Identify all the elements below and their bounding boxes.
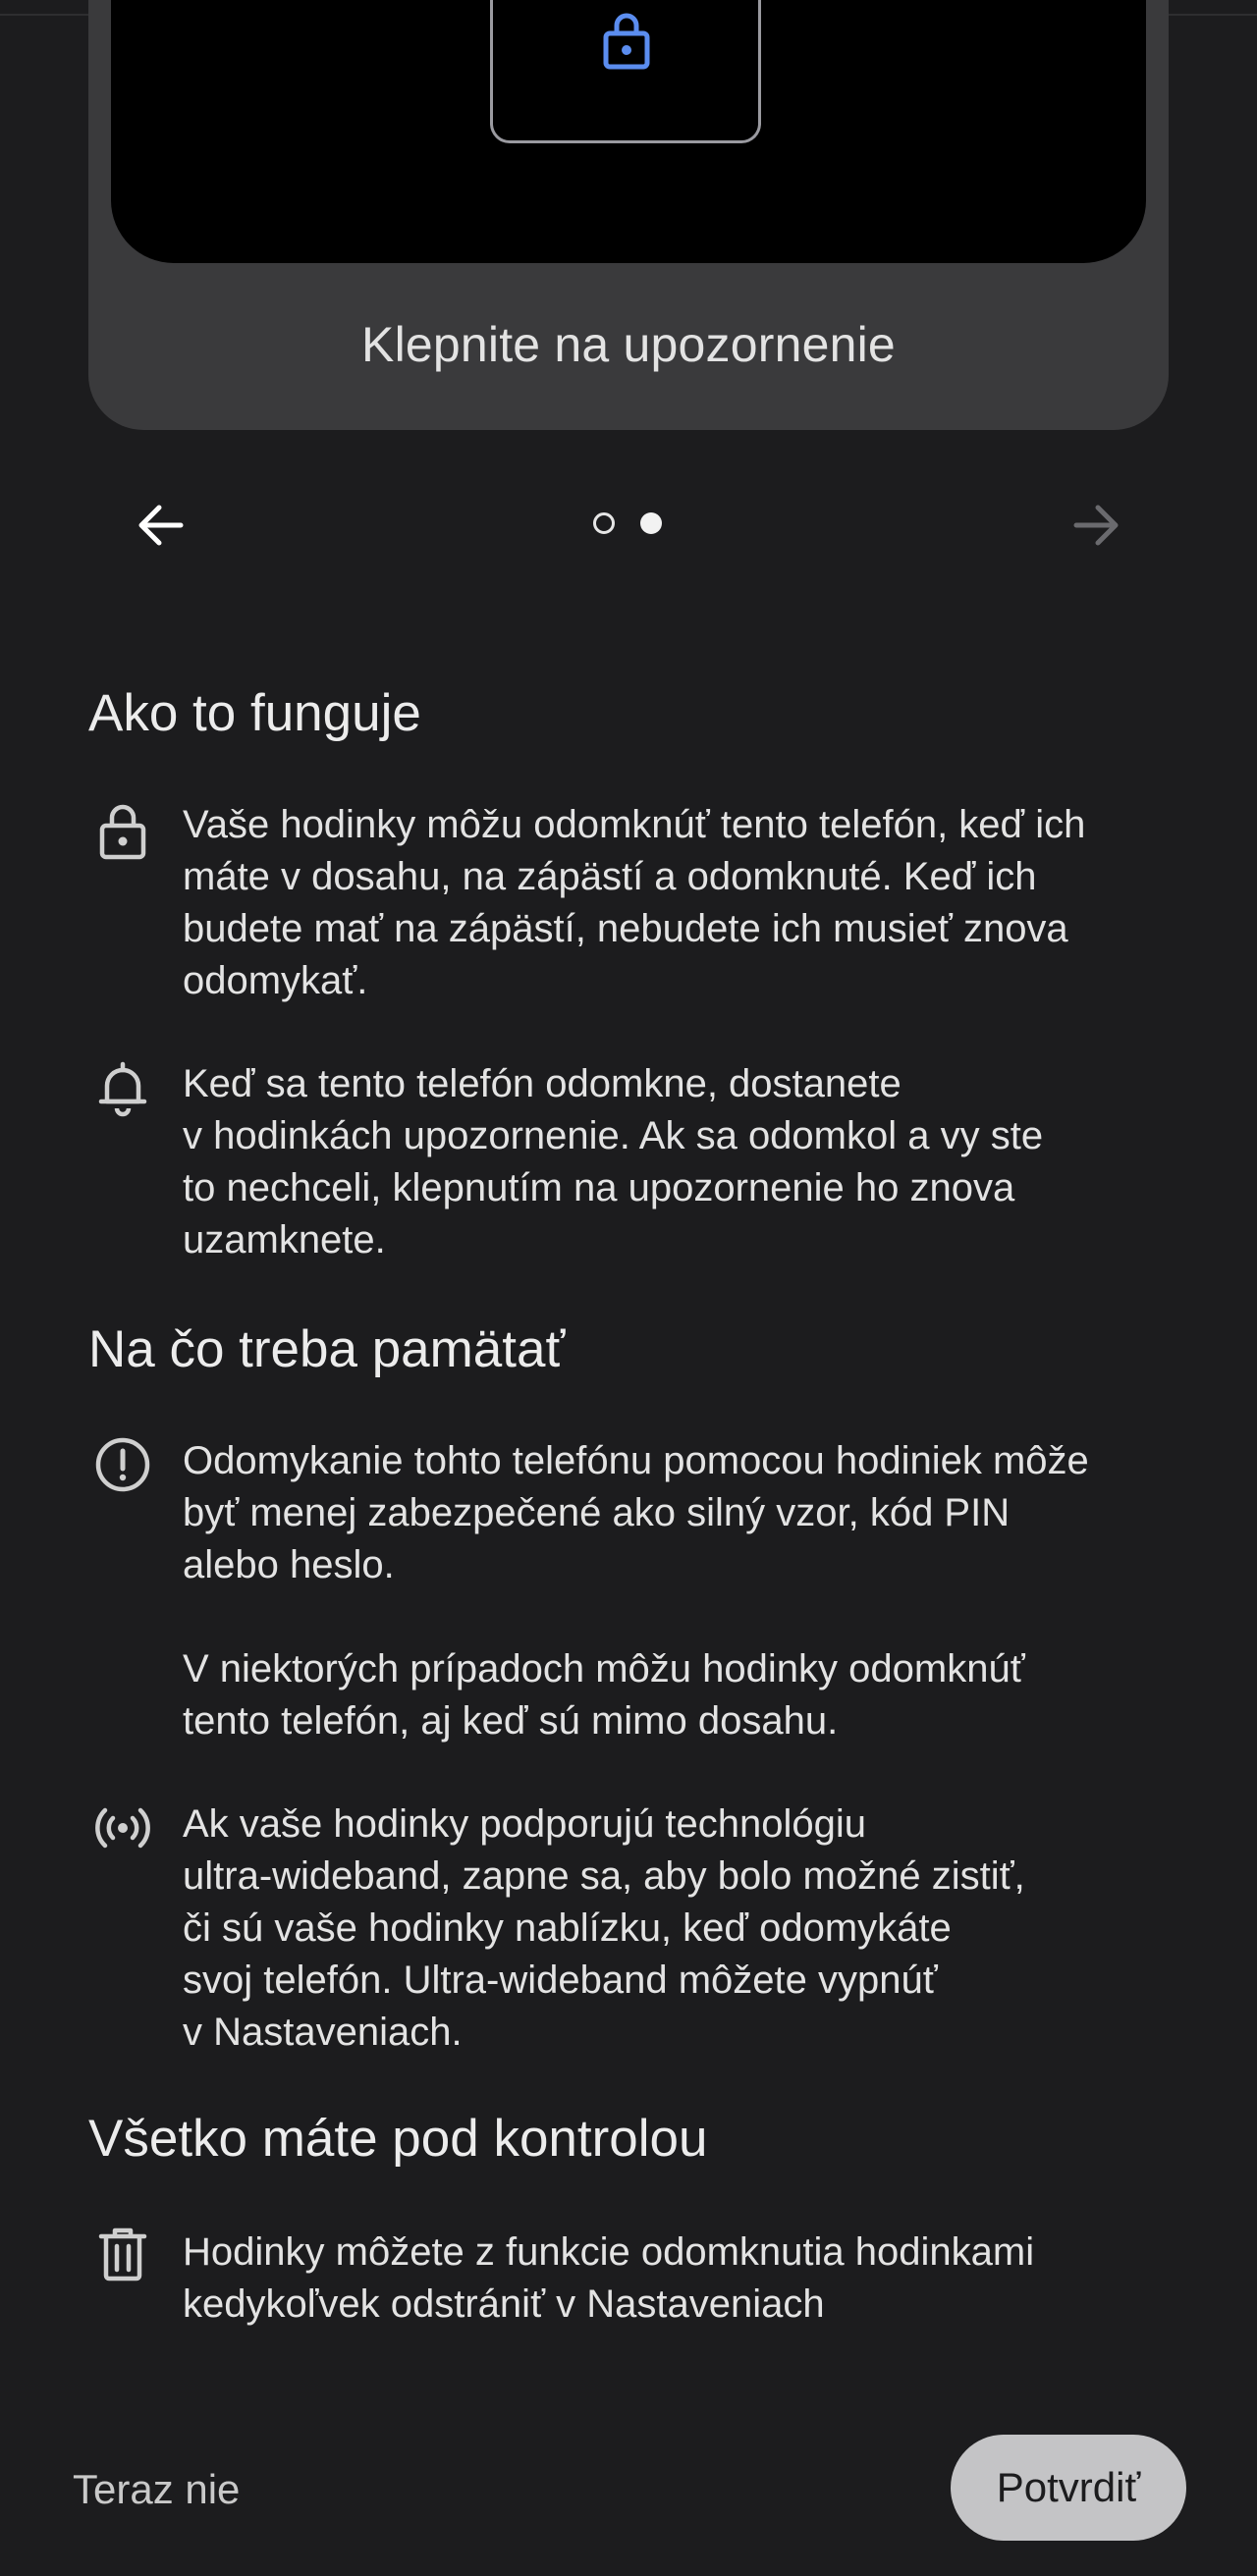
page-indicator-1 (593, 512, 615, 534)
section-title-how-it-works: Ako to funguje (88, 684, 421, 742)
illustration-screen (111, 0, 1146, 263)
illustration-caption: Klepnite na upozornenie (361, 317, 896, 372)
confirm-button[interactable]: Potvrdiť (951, 2435, 1186, 2541)
item-text-watch-unlock: Vaše hodinky môžu odomknúť tento telefón, keď ich máte v dosahu, na zápästí a odomknuté. Keď ich budete mať na zápästí, nebudete ich musieť znova odomykať. (183, 803, 1086, 1002)
item-text-notification: Keď sa tento telefón odomkne, dostanete v hodinkách upozornenie. Ak sa odomkol a vy ste to nechceli, klepnutím na upozornenie ho znova uzamknete. (183, 1062, 1044, 1261)
item-text-ultra-wideband: Ak vaše hodinky podporujú technológiu ultra-wideband, zapne sa, aby bolo možné zistiť, či sú vaše hodinky nablízku, keď odomykáte svoj telefón. Ultra-wideband môžete vypnúť v Nastaveniach. (183, 1802, 1025, 2054)
bell-icon (93, 1058, 152, 1117)
preview-lock-icon (603, 12, 650, 71)
item-text-security-warning: Odomykanie tohto telefónu pomocou hodiniek môže byť menej zabezpečené ako silný vzor, kód PIN alebo heslo. (183, 1439, 1089, 1586)
page-indicator-2-active (640, 512, 662, 534)
ultra-wideband-icon (93, 1798, 152, 1857)
arrow-back-icon[interactable] (126, 491, 194, 560)
info-alert-icon (93, 1435, 152, 1494)
illustration-phone (490, 0, 761, 143)
item-text-out-of-range: V niektorých prípadoch môžu hodinky odomknúť tento telefón, aj keď sú mimo dosahu. (183, 1647, 1025, 1743)
section-title-remember: Na čo treba pamätať (88, 1320, 566, 1378)
item-text-remove-watch: Hodinky môžete z funkcie odomknutia hodinkami kedykoľvek odstrániť v Nastaveniach (183, 2230, 1035, 2326)
trash-icon (93, 2225, 152, 2283)
lock-icon (93, 801, 152, 860)
section-title-control: Všetko máte pod kontrolou (88, 2110, 708, 2168)
not-now-button[interactable]: Teraz nie (59, 2450, 253, 2529)
illustration-card (88, 0, 1169, 430)
arrow-forward-icon[interactable] (1063, 491, 1131, 560)
